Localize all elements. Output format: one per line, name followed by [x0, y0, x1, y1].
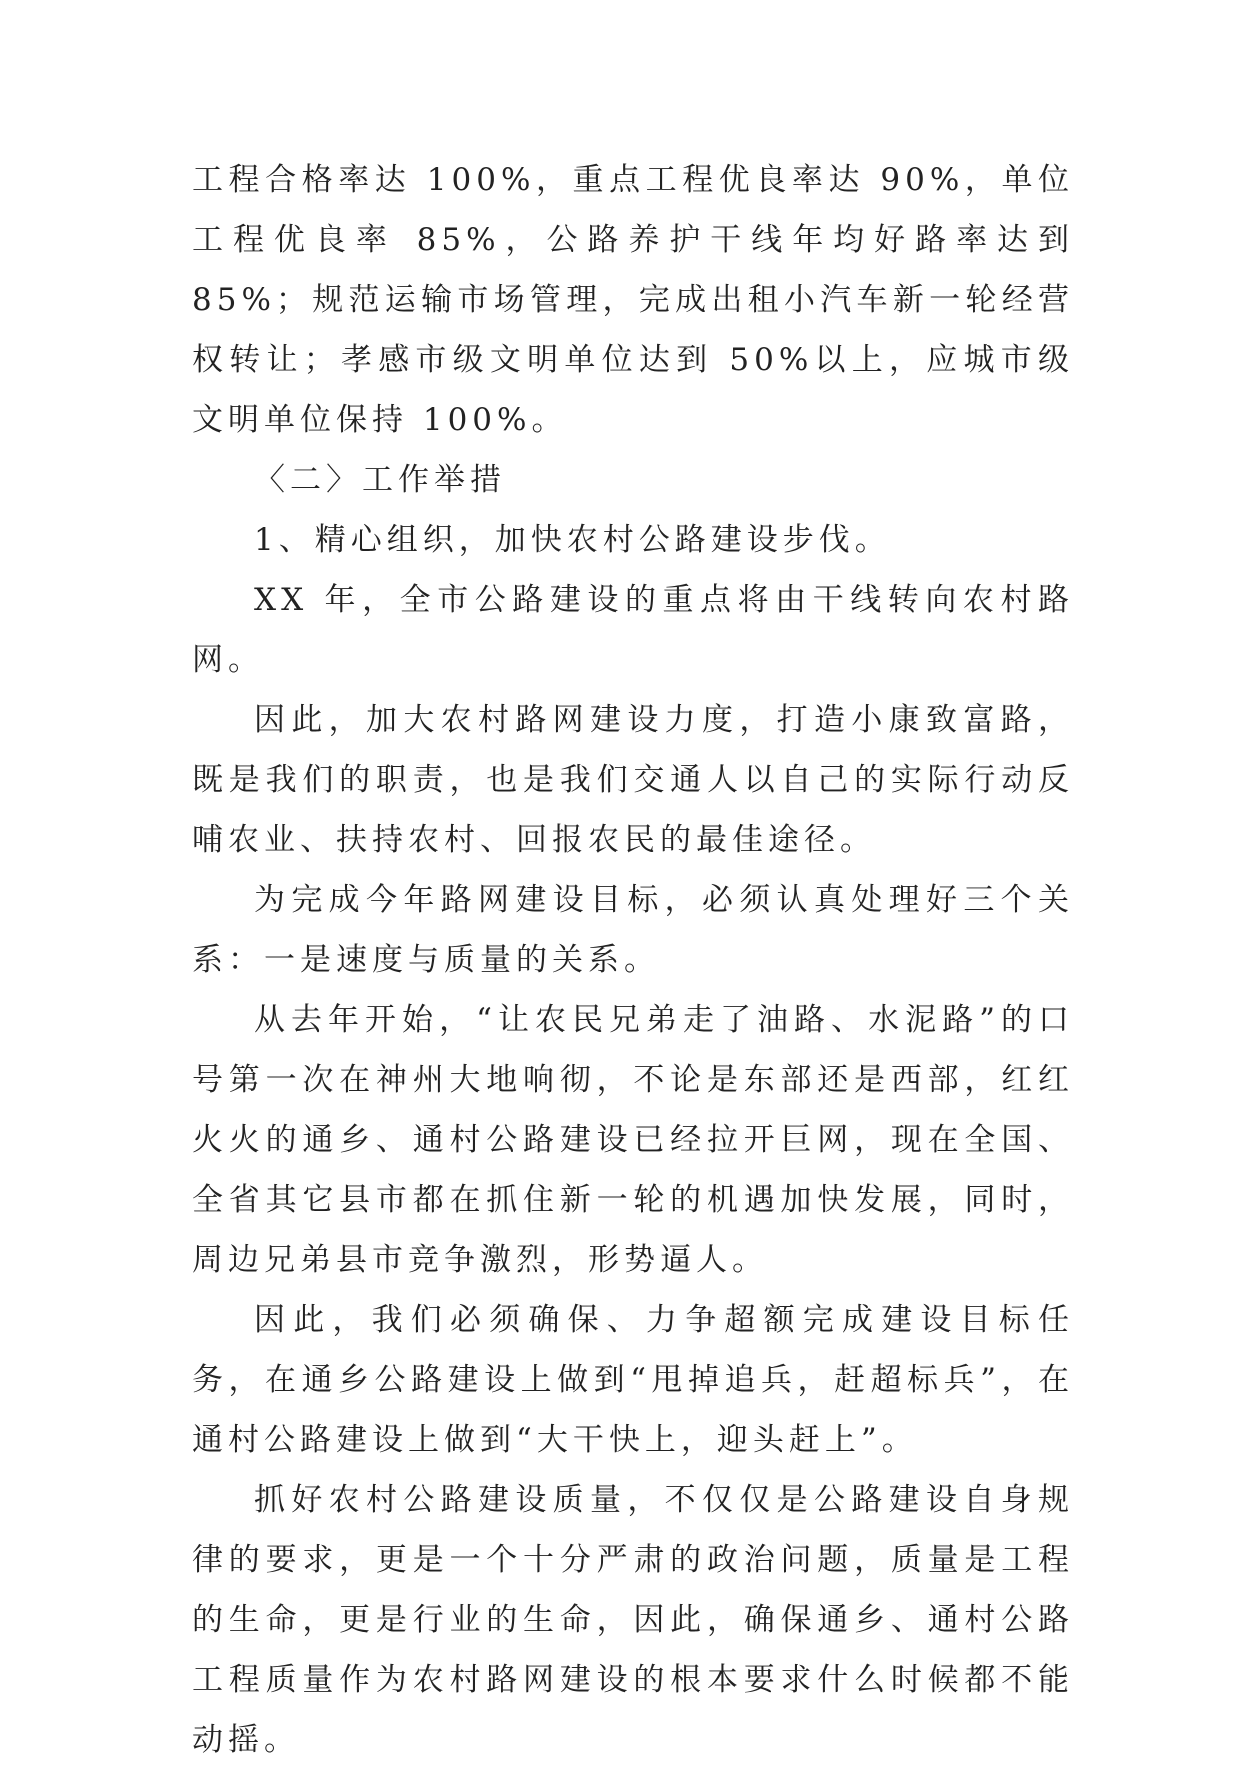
paragraph-5: 因此，加大农村路网建设力度，打造小康致富路，既是我们的职责，也是我们交通人以自己的实际行动反哺农业、扶持农村、回报农民的最佳途径。 — [192, 702, 1074, 858]
subheading-rural-road-construction: 1、精心组织，加快农村公路建设步伐。 — [254, 522, 891, 558]
paragraph-8: 因此，我们必须确保、力争超额完成建设目标任务，在通乡公路建设上做到“甩掉追兵，赶超标兵”，在通村公路建设上做到“大干快上，迎头赶上”。 — [192, 1302, 1074, 1458]
paragraph-4: XX 年，全市公路建设的重点将由干线转向农村路网。 — [192, 582, 1074, 678]
paragraph-1: 工程合格率达 100%，重点工程优良率达 90%，单位工程优良率 85%，公路养护干线年均好路率达到 85%；规范运输市场管理，完成出租小汽车新一轮经营权转让；孝感市级文明单位达到 50%以上，应城市级文明单位保持 100%。 — [192, 162, 1074, 438]
paragraph-9: 抓好农村公路建设质量，不仅仅是公路建设自身规律的要求，更是一个十分严肃的政治问题，质量是工程的生命，更是行业的生命，因此，确保通乡、通村公路工程质量作为农村路网建设的根本要求什么时候都不能动摇。 — [192, 1482, 1074, 1758]
section-heading-work-measures: 〈二〉工作举措 — [254, 462, 506, 498]
document-body — [192, 150, 1074, 1770]
paragraph-7: 从去年开始，“让农民兄弟走了油路、水泥路”的口号第一次在神州大地响彻，不论是东部还是西部，红红火火的通乡、通村公路建设已经拉开巨网，现在全国、全省其它县市都在抓住新一轮的机遇加快发展，同时，周边兄弟县市竞争激烈，形势逼人。 — [192, 1002, 1074, 1278]
paragraph-6: 为完成今年路网建设目标，必须认真处理好三个关系：一是速度与质量的关系。 — [192, 882, 1074, 978]
